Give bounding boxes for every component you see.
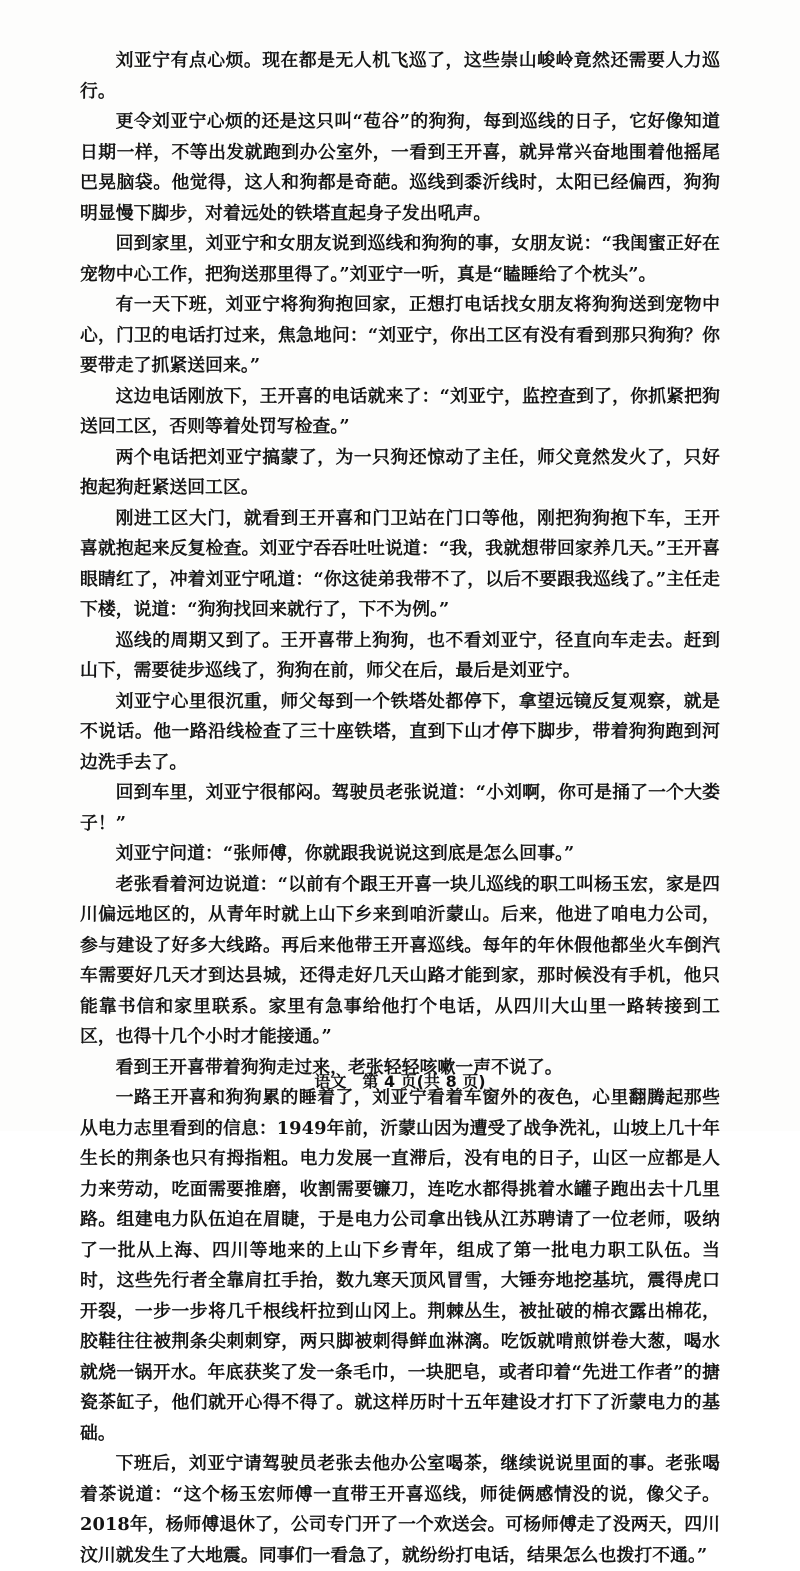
paragraph-6: 两个电话把刘亚宁搞蒙了，为一只狗还惊动了主任，师父竟然发火了，只好抱起狗赶紧送回工区。: [80, 446, 720, 498]
paragraph-12: 老张看着河边说道：“以前有个跟王开喜一块儿巡线的职工叫杨玉宏，家是四川偏远地区的，从青年时就上山下乡来到咱沂蒙山。后来，他进了咱电力公司，参与建设了好多大线路。再后来他带王开喜巡线。每年的年休假他都坐火车倒汽车需要好几天才到达县城，还得走好几天山路才能到家，那时候没有手机，他只能靠书信和家里联系。家里有急事给他打个电话，从四川大山里一路转接到工区，也得十几个小时才能接通。”: [80, 873, 720, 1047]
paragraph-11: 刘亚宁问道：“张师傅，你就跟我说说这到底是怎么回事。”: [115, 843, 575, 864]
paragraph-13: 看到王开喜带着狗狗走过来，老张轻轻咳嗽一声不说了。: [115, 1056, 563, 1078]
article-body: [80, 46, 720, 1571]
paragraph-9: 刘亚宁心里很沉重，师父每到一个铁塔处都停下，拿望远镜反复观察，就是不说话。他一路沿线检查了三十座铁塔，直到下山才停下脚步，带着狗狗跑到河边洗手去了。: [80, 690, 720, 773]
paragraph-4: 有一天下班，刘亚宁将狗狗抱回家，正想打电话找女朋友将狗狗送到宠物中心，门卫的电话打过来，焦急地问：“刘亚宁，你出工区有没有看到那只狗狗？你要带走了抓紧送回来。”: [80, 294, 720, 376]
paragraph-3: 回到家里，刘亚宁和女朋友说到巡线和狗狗的事，女朋友说：“我闺蜜正好在宠物中心工作，把狗送那里得了。”刘亚宁一听，真是“瞌睡给了个枕头”。: [80, 233, 720, 285]
paragraph-14: 一路王开喜和狗狗累的睡着了，刘亚宁看着车窗外的夜色，心里翻腾起那些从电力志里看到的信息：1949年前，沂蒙山因为遭受了战争洗礼，山坡上几十年生长的荆条也只有拇指粗。电力发展一直滞后，没有电的日子，山区一应都是人力来劳动，吃面需要推磨，收割需要镰刀，连吃水都得挑着水罐子跑出去十几里路。组建电力队伍迫在眉睫，于是电力公司拿出钱从江苏聘请了一位老师，吸纳了一批从上海、四川等地来的上山下乡青年，组成了第一批电力职工队伍。当时，这些先行者全靠肩扛手抬，数九寒天顶风冒雪，大锤夯地挖基坑，震得虎口开裂，一步一步将几千根线杆拉到山冈上。荆棘丛生，被扯破的棉衣露出棉花，胶鞋往往被荆条尖刺刺穿，两只脚被刺得鲜血淋漓。吃饭就啃煎饼卷大葱，喝水就烧一锅开水。年底获奖了发一条毛巾，一块肥皂，或者印着“先进工作者”的搪瓷茶缸子，他们就开心得不得了。就这样历时十五年建设才打下了沂蒙电力的基础。: [80, 1087, 720, 1444]
paragraph-2: 更令刘亚宁心烦的还是这只叫“苞谷”的狗狗，每到巡线的日子，它好像知道日期一样，不等出发就跑到办公室外，一看到王开喜，就异常兴奋地围着他摇尾巴晃脑袋。他觉得，这人和狗都是奇葩。巡线到黍沂线时，太阳已经偏西，狗狗明显慢下脚步，对着远处的铁塔直起身子发出吼声。: [80, 111, 720, 224]
paragraph-10: 回到车里，刘亚宁很郁闷。驾驶员老张说道：“小刘啊，你可是捅了一个大娄子！”: [80, 782, 720, 834]
paragraph-8: 巡线的周期又到了。王开喜带上狗狗，也不看刘亚宁，径直向车走去。赶到山下，需要徒步巡线了，狗狗在前，师父在后，最后是刘亚宁。: [80, 629, 720, 681]
paragraph-1: 刘亚宁有点心烦。现在都是无人机飞巡了，这些崇山峻岭竟然还需要人力巡行。: [80, 50, 720, 102]
paragraph-7: 刚进工区大门，就看到王开喜和门卫站在门口等他，刚把狗狗抱下车，王开喜就抱起来反复检查。刘亚宁吞吞吐吐说道：“我，我就想带回家养几天。”王开喜眼睛红了，冲着刘亚宁吼道：“你这徒弟我带不了，以后不要跟我巡线了。”主任走下楼，说道：“狗狗找回来就行了，下不为例。”: [80, 507, 720, 620]
paragraph-5: 这边电话刚放下，王开喜的电话就来了：“刘亚宁，监控查到了，你抓紧把狗送回工区，否则等着处罚写检查。”: [80, 385, 720, 437]
page-footer: 语文 第 4 页(共 8 页): [314, 1072, 486, 1091]
paragraph-15: 下班后，刘亚宁请驾驶员老张去他办公室喝茶，继续说说里面的事。老张喝着茶说道：“这个杨玉宏师傅一直带王开喜巡线，师徒俩感情没的说，像父子。2018年，杨师傅退休了，公司专门开了一个欢送会。可杨师傅走了没两天，四川汶川就发生了大地震。同事们一看急了，就纷纷打电话，结果怎么也拨打不通。”: [80, 1453, 720, 1566]
